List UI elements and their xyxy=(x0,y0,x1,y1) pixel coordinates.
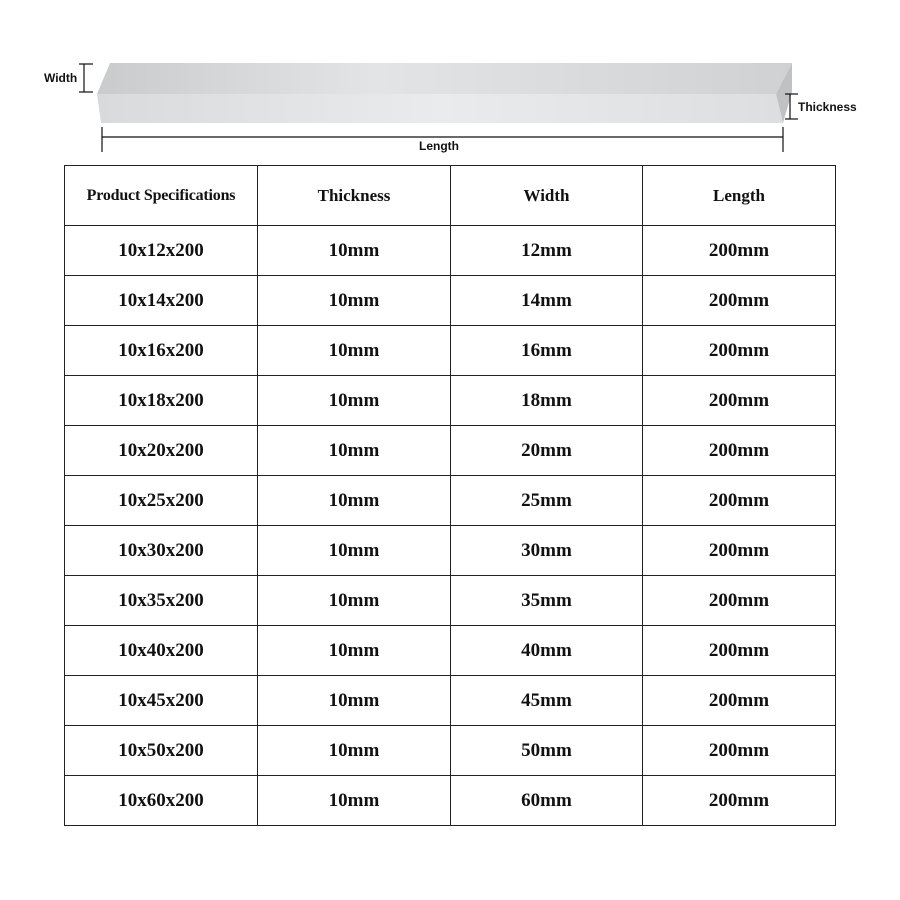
bar-front-face xyxy=(97,94,783,123)
length-label: Length xyxy=(419,139,459,153)
table-row xyxy=(65,776,836,826)
cell-length: 200mm xyxy=(643,776,836,826)
cell-thickness: 10mm xyxy=(258,226,451,276)
cell-thickness: 10mm xyxy=(258,476,451,526)
cell-length: 200mm xyxy=(643,276,836,326)
cell-thickness: 10mm xyxy=(258,526,451,576)
cell-length: 200mm xyxy=(643,576,836,626)
cell-thickness: 10mm xyxy=(258,726,451,776)
cell-length: 200mm xyxy=(643,376,836,426)
cell-thickness: 10mm xyxy=(258,776,451,826)
cell-spec: 10x50x200 xyxy=(65,726,258,776)
header-width: Width xyxy=(451,166,643,226)
bar-top-face xyxy=(97,63,792,94)
cell-width: 35mm xyxy=(451,576,643,626)
cell-length: 200mm xyxy=(643,726,836,776)
cell-spec: 10x60x200 xyxy=(65,776,258,826)
cell-thickness: 10mm xyxy=(258,576,451,626)
cell-spec: 10x20x200 xyxy=(65,426,258,476)
cell-thickness: 10mm xyxy=(258,376,451,426)
product-diagram xyxy=(0,0,900,165)
cell-spec: 10x18x200 xyxy=(65,376,258,426)
cell-length: 200mm xyxy=(643,526,836,576)
cell-spec: 10x25x200 xyxy=(65,476,258,526)
table-row xyxy=(65,426,836,476)
cell-length: 200mm xyxy=(643,476,836,526)
cell-spec: 10x14x200 xyxy=(65,276,258,326)
cell-spec: 10x40x200 xyxy=(65,626,258,676)
cell-thickness: 10mm xyxy=(258,326,451,376)
thickness-label: Thickness xyxy=(798,100,857,114)
cell-width: 20mm xyxy=(451,426,643,476)
width-label: Width xyxy=(44,71,78,85)
cell-width: 45mm xyxy=(451,676,643,726)
table-row xyxy=(65,526,836,576)
cell-width: 40mm xyxy=(451,626,643,676)
table-row xyxy=(65,576,836,626)
cell-length: 200mm xyxy=(643,426,836,476)
header-length: Length xyxy=(643,166,836,226)
cell-spec: 10x12x200 xyxy=(65,226,258,276)
cell-length: 200mm xyxy=(643,626,836,676)
cell-thickness: 10mm xyxy=(258,626,451,676)
cell-thickness: 10mm xyxy=(258,676,451,726)
table-row xyxy=(65,626,836,676)
table-row xyxy=(65,676,836,726)
header-thickness: Thickness xyxy=(258,166,451,226)
cell-width: 25mm xyxy=(451,476,643,526)
cell-width: 30mm xyxy=(451,526,643,576)
table-row xyxy=(65,476,836,526)
specification-table xyxy=(64,165,836,826)
cell-spec: 10x45x200 xyxy=(65,676,258,726)
cell-width: 18mm xyxy=(451,376,643,426)
cell-width: 50mm xyxy=(451,726,643,776)
table-row xyxy=(65,276,836,326)
cell-width: 60mm xyxy=(451,776,643,826)
cell-thickness: 10mm xyxy=(258,426,451,476)
cell-spec: 10x35x200 xyxy=(65,576,258,626)
cell-spec: 10x30x200 xyxy=(65,526,258,576)
table-row xyxy=(65,726,836,776)
table-row xyxy=(65,376,836,426)
table-header-row xyxy=(65,166,836,226)
cell-length: 200mm xyxy=(643,326,836,376)
header-product-specifications: Product Specifications xyxy=(65,166,258,226)
cell-spec: 10x16x200 xyxy=(65,326,258,376)
table-row xyxy=(65,326,836,376)
cell-length: 200mm xyxy=(643,676,836,726)
cell-width: 16mm xyxy=(451,326,643,376)
cell-thickness: 10mm xyxy=(258,276,451,326)
cell-width: 14mm xyxy=(451,276,643,326)
cell-width: 12mm xyxy=(451,226,643,276)
table-row xyxy=(65,226,836,276)
cell-length: 200mm xyxy=(643,226,836,276)
